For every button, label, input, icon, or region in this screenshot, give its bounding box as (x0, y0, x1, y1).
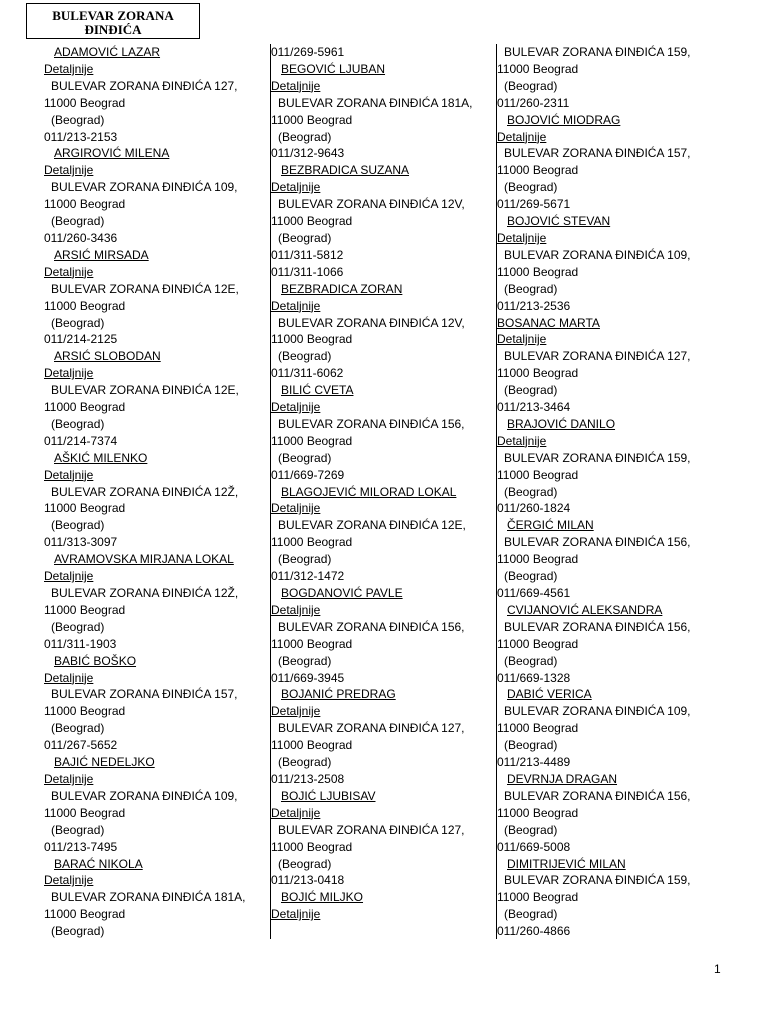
entry-line: 011/311-6062 (271, 366, 344, 381)
address-line: BULEVAR ZORANA ĐINĐIĆA 12V, (278, 197, 465, 212)
entry-line: 11000 Beograd (44, 298, 126, 313)
address-line: BULEVAR ZORANA ĐINĐIĆA 109, (504, 704, 691, 719)
entry-line: 11000 Beograd (497, 636, 579, 651)
entry-line: 11000 Beograd (271, 332, 353, 347)
entry-line: 011/213-2153 (44, 129, 118, 144)
entry-line: 11000 Beograd (44, 805, 126, 820)
listing-name-link[interactable]: BAJIĆ NEDELJKO (54, 755, 155, 770)
listing-name-link[interactable]: BOJIĆ LJUBISAV (281, 788, 376, 803)
listing-name-link[interactable]: BLAGOJEVIĆ MILORAD LOKAL (281, 484, 457, 499)
details-link[interactable]: Detaljnije (44, 771, 94, 786)
details-link[interactable]: Detaljnije (44, 163, 94, 178)
address-line: (Beograd) (504, 180, 558, 195)
listing-name-link[interactable]: BEGOVIĆ LJUBAN (281, 61, 386, 76)
address-line: BULEVAR ZORANA ĐINĐIĆA 127, (504, 349, 691, 364)
address-line: BULEVAR ZORANA ĐINĐIĆA 12Ž, (51, 586, 239, 600)
listing-name-link[interactable]: BOJANIĆ PREDRAG (281, 687, 396, 702)
address-line: BULEVAR ZORANA ĐINĐIĆA 12E, (278, 518, 466, 533)
listing-name-link[interactable]: DIMITRIJEVIĆ MILAN (507, 856, 626, 871)
entry-line: 11000 Beograd (271, 738, 353, 753)
entry-line: 11000 Beograd (497, 552, 579, 567)
address-line: (Beograd) (504, 738, 558, 753)
details-link[interactable]: Detaljnije (497, 230, 547, 245)
address-line: (Beograd) (51, 416, 105, 431)
address-line: BULEVAR ZORANA ĐINĐIĆA 181A, (278, 95, 473, 110)
address-line: BULEVAR ZORANA ĐINĐIĆA 156, (504, 619, 691, 634)
entry-line: 011/213-2536 (497, 298, 571, 313)
entry-line: 11000 Beograd (497, 467, 579, 482)
address-line: (Beograd) (504, 383, 558, 398)
listing-name-link[interactable]: ARSIĆ MIRSADA (54, 247, 149, 262)
address-line: (Beograd) (51, 112, 105, 127)
entry-line: 11000 Beograd (271, 433, 353, 448)
address-line: BULEVAR ZORANA ĐINĐIĆA 127, (278, 721, 465, 736)
entry-line: 011/669-3945 (271, 670, 345, 685)
directory-column-1 (44, 44, 266, 940)
address-line: BULEVAR ZORANA ĐINĐIĆA 156, (504, 788, 691, 803)
listing-name-link[interactable]: DABIĆ VERICA (507, 687, 592, 702)
listing-name-link[interactable]: BOSANAC MARTA (497, 315, 600, 330)
address-line: (Beograd) (278, 129, 332, 144)
page-title-box (26, 3, 200, 39)
page-title-line-2: ĐINĐIĆA (84, 22, 142, 37)
address-line: (Beograd) (504, 653, 558, 668)
entry-line: 11000 Beograd (44, 704, 126, 719)
details-link[interactable]: Detaljnije (271, 180, 321, 195)
address-line: (Beograd) (504, 822, 558, 837)
entry-line: 11000 Beograd (44, 907, 126, 922)
address-line: BULEVAR ZORANA ĐINĐIĆA 109, (51, 180, 238, 195)
address-line: (Beograd) (504, 78, 558, 93)
listing-name-link[interactable]: BOJOVIĆ MIODRAG (507, 112, 621, 127)
entry-line: 011/260-2311 (497, 95, 570, 110)
address-line: (Beograd) (51, 214, 105, 229)
page-title-line-1: BULEVAR ZORANA (52, 8, 174, 23)
details-link[interactable]: Detaljnije (44, 61, 94, 76)
address-line: BULEVAR ZORANA ĐINĐIĆA 127, (278, 822, 465, 837)
entry-line: 011/213-7495 (44, 839, 118, 854)
address-line: (Beograd) (51, 822, 105, 837)
details-link[interactable]: Detaljnije (271, 704, 321, 719)
details-link[interactable]: Detaljnije (497, 433, 547, 448)
address-line: BULEVAR ZORANA ĐINĐIĆA 156, (278, 619, 465, 634)
entry-line: 011/213-3464 (497, 400, 571, 415)
entry-line: 011/260-4866 (497, 924, 571, 939)
address-line: BULEVAR ZORANA ĐINĐIĆA 12E, (51, 281, 239, 296)
entry-line: 11000 Beograd (497, 264, 579, 279)
details-link[interactable]: Detaljnije (44, 873, 94, 888)
entry-line: 011/669-5008 (497, 839, 571, 854)
address-line: BULEVAR ZORANA ĐINĐIĆA 109, (51, 788, 238, 803)
listing-name-link[interactable]: ADAMOVIĆ LAZAR (54, 45, 161, 59)
details-link[interactable]: Detaljnije (44, 467, 94, 482)
listing-name-link[interactable]: ARSIĆ SLOBODAN (54, 349, 161, 364)
address-line: BULEVAR ZORANA ĐINĐIĆA 157, (504, 146, 691, 161)
address-line: (Beograd) (51, 315, 105, 330)
entry-line: 011/260-1824 (497, 501, 571, 516)
listing-name-link[interactable]: ARGIROVIĆ MILENA (54, 146, 170, 161)
entry-line: 011/269-5961 (271, 45, 345, 59)
address-line: BULEVAR ZORANA ĐINĐIĆA 157, (51, 687, 238, 702)
details-link[interactable]: Detaljnije (271, 602, 321, 617)
address-line: BULEVAR ZORANA ĐINĐIĆA 159, (504, 873, 691, 888)
listing-name-link[interactable]: AVRAMOVSKA MIRJANA LOKAL (54, 552, 234, 567)
entry-line: 011/214-2125 (44, 332, 118, 347)
details-link[interactable]: Detaljnije (44, 264, 94, 279)
listing-name-link[interactable]: ČERGIĆ MILAN (507, 518, 594, 533)
entry-line: 11000 Beograd (497, 721, 579, 736)
details-link[interactable]: Detaljnije (271, 501, 321, 516)
entry-line: 11000 Beograd (271, 214, 353, 229)
details-link[interactable]: Detaljnije (271, 907, 321, 922)
entry-line: 011/214-7374 (44, 433, 118, 448)
address-line: (Beograd) (504, 569, 558, 584)
entry-line: 011/213-2508 (271, 771, 345, 786)
entry-line: 11000 Beograd (497, 61, 579, 76)
listing-name-link[interactable]: CVIJANOVIĆ ALEKSANDRA (507, 602, 663, 617)
details-link[interactable]: Detaljnije (271, 298, 321, 313)
entry-line: 11000 Beograd (497, 890, 579, 905)
entry-line: 11000 Beograd (44, 501, 126, 516)
address-line: BULEVAR ZORANA ĐINĐIĆA 159, (504, 450, 691, 465)
address-line: BULEVAR ZORANA ĐINĐIĆA 156, (278, 416, 465, 431)
listing-name-link[interactable]: BOJIĆ MILJKO (281, 890, 364, 905)
entry-line: 11000 Beograd (497, 366, 579, 381)
listing-name-link[interactable]: BOGDANOVIĆ PAVLE (281, 586, 403, 600)
listing-name-link[interactable]: AŠKIĆ MILENKO (54, 450, 148, 465)
address-line: (Beograd) (278, 653, 332, 668)
address-line: (Beograd) (278, 755, 332, 770)
entry-line: 011/267-5652 (44, 738, 118, 753)
entry-line: 011/269-5671 (497, 197, 571, 212)
entry-line: 11000 Beograd (44, 602, 126, 617)
entry-line: 11000 Beograd (497, 805, 579, 820)
details-link[interactable]: Detaljnije (271, 805, 321, 820)
entry-line: 11000 Beograd (44, 400, 126, 415)
directory-column-2 (270, 44, 493, 939)
page-number: 1 (714, 962, 721, 976)
entry-line: 11000 Beograd (271, 112, 353, 127)
details-link[interactable]: Detaljnije (44, 569, 94, 584)
entry-line: 011/311-5812 (271, 247, 344, 262)
listing-name-link[interactable]: DEVRNJA DRAGAN (507, 771, 618, 786)
entry-line: 011/260-3436 (44, 230, 118, 245)
entry-line: 011/213-4489 (497, 755, 571, 770)
address-line: (Beograd) (51, 924, 105, 939)
address-line: BULEVAR ZORANA ĐINĐIĆA 156, (504, 535, 691, 550)
address-line: (Beograd) (504, 907, 558, 922)
address-line: (Beograd) (51, 619, 105, 634)
directory-column-3 (496, 44, 727, 939)
details-link[interactable]: Detaljnije (44, 366, 94, 381)
entry-line: 11000 Beograd (271, 535, 353, 550)
entry-line: 011/312-1472 (271, 569, 345, 584)
entry-line: 011/669-4561 (497, 586, 571, 600)
details-link[interactable]: Detaljnije (271, 78, 321, 93)
entry-line: 011/213-0418 (271, 873, 345, 888)
entry-line: 11000 Beograd (44, 95, 126, 110)
entry-line: 011/313-3097 (44, 535, 118, 550)
address-line: (Beograd) (51, 518, 105, 533)
address-line: (Beograd) (278, 552, 332, 567)
listing-name-link[interactable]: BRAJOVIĆ DANILO (507, 416, 616, 431)
listing-name-link[interactable]: BEZBRADICA SUZANA (281, 163, 410, 178)
listing-name-link[interactable]: BOJOVIĆ STEVAN (507, 214, 611, 229)
details-link[interactable]: Detaljnije (271, 400, 321, 415)
entry-line: 11000 Beograd (271, 636, 353, 651)
entry-line: 11000 Beograd (271, 839, 353, 854)
address-line: BULEVAR ZORANA ĐINĐIĆA 109, (504, 247, 691, 262)
entry-line: 11000 Beograd (497, 163, 579, 178)
address-line: (Beograd) (278, 230, 332, 245)
entry-line: 011/669-1328 (497, 670, 571, 685)
address-line: BULEVAR ZORANA ĐINĐIĆA 12E, (51, 383, 239, 398)
listing-name-link[interactable]: BARAĆ NIKOLA (54, 856, 143, 871)
address-line: BULEVAR ZORANA ĐINĐIĆA 127, (51, 78, 238, 93)
details-link[interactable]: Detaljnije (497, 332, 547, 347)
address-line: (Beograd) (51, 721, 105, 736)
address-line: (Beograd) (504, 281, 558, 296)
address-line: BULEVAR ZORANA ĐINĐIĆA 12Ž, (51, 484, 239, 499)
entry-line: 011/312-9643 (271, 146, 345, 161)
details-link[interactable]: Detaljnije (497, 129, 547, 144)
entry-line: 011/311-1903 (44, 636, 117, 651)
address-line: (Beograd) (504, 484, 558, 499)
entry-line: 011/311-1066 (271, 264, 344, 279)
listing-name-link[interactable]: BEZBRADICA ZORAN (281, 281, 403, 296)
details-link[interactable]: Detaljnije (44, 670, 94, 685)
address-line: BULEVAR ZORANA ĐINĐIĆA 181A, (51, 890, 246, 905)
listing-name-link[interactable]: BILIĆ CVETA (281, 383, 354, 398)
listing-name-link[interactable]: BABIĆ BOŠKO (54, 653, 137, 668)
entry-line: 11000 Beograd (44, 197, 126, 212)
entry-line: 011/669-7269 (271, 467, 345, 482)
address-line: BULEVAR ZORANA ĐINĐIĆA 12V, (278, 315, 465, 330)
address-line: (Beograd) (278, 349, 332, 364)
address-line: (Beograd) (278, 450, 332, 465)
address-line: BULEVAR ZORANA ĐINĐIĆA 159, (504, 45, 691, 59)
address-line: (Beograd) (278, 856, 332, 871)
